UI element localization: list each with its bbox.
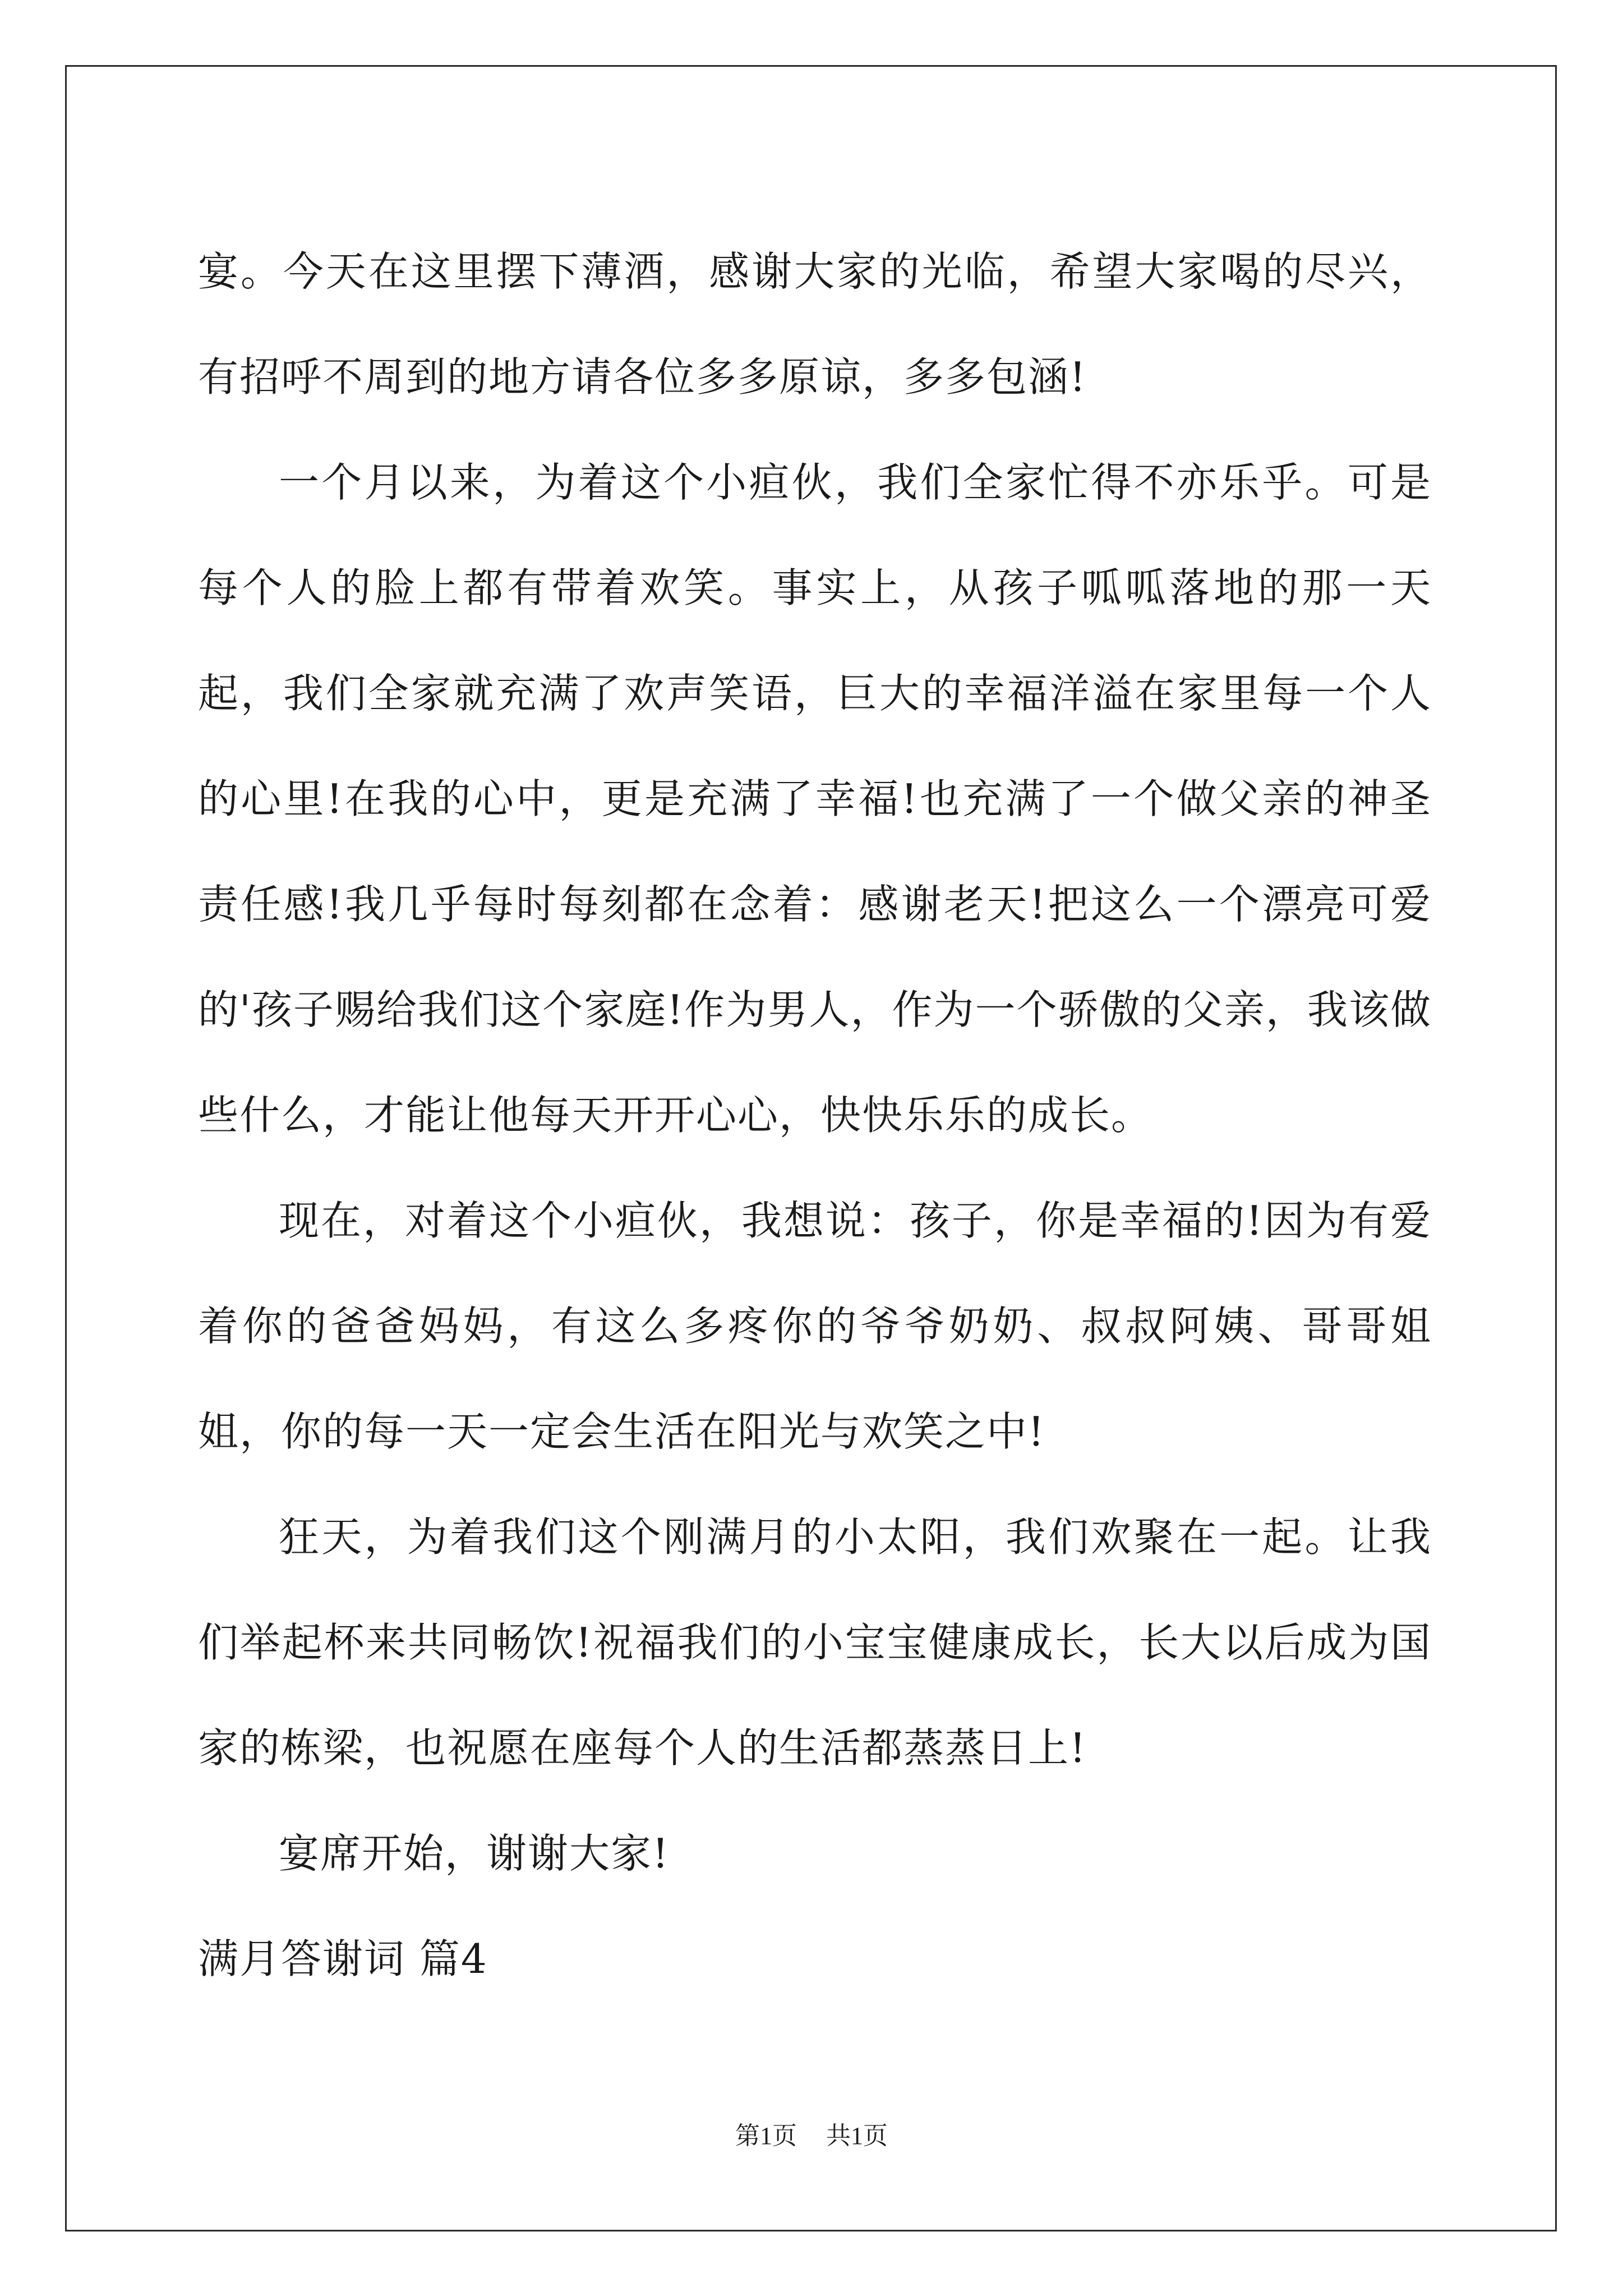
page-number-current: 第1页	[735, 2122, 797, 2150]
section-heading: 满月答谢词 篇4	[198, 1935, 488, 1982]
document-body	[198, 219, 1432, 2012]
paragraph-5: 宴席开始，谢谢大家!	[279, 1830, 670, 1877]
page-number-total: 共1页	[826, 2122, 888, 2150]
paragraph-4: 狂天，为着我们这个刚满月的小太阳，我们欢聚在一起。让我们举起杯来共同畅饮!祝福我们的小宝宝健康成长，长大以后成为国家的栋梁，也祝愿在座每个人的生活都蒸蒸日上!	[198, 1513, 1432, 1772]
paragraph-3: 现在，对着这个小疸伙，我想说：孩子，你是幸福的!因为有爱着你的爸爸妈妈，有这么多疼你的爷爷奶奶、叔叔阿姨、哥哥姐姐，你的每一天一定会生活在阳光与欢笑之中!	[198, 1197, 1432, 1455]
page-footer	[0, 2119, 1623, 2153]
paragraph-2: 一个月以来，为着这个小疸伙，我们全家忙得不亦乐乎。可是每个人的脸上都有带着欢笑。事实上，从孩子呱呱落地的那一天起，我们全家就充满了欢声笑语，巨大的幸福洋溢在家里每一个人的心里!在我的心中，更是充满了幸福!也充满了一个做父亲的神圣责任感!我几乎每时每刻都在念着：感谢老天!把这么一个漂亮可爱的'孩子赐给我们这个家庭!作为男人，作为一个骄傲的父亲，我该做些什么，才能让他每天开开心心，快快乐乐的成长。	[198, 459, 1432, 1139]
paragraph-1: 宴。今天在这里摆下薄酒，感谢大家的光临，希望大家喝的尽兴，有招呼不周到的地方请各位多多原谅，多多包涵!	[198, 248, 1432, 401]
